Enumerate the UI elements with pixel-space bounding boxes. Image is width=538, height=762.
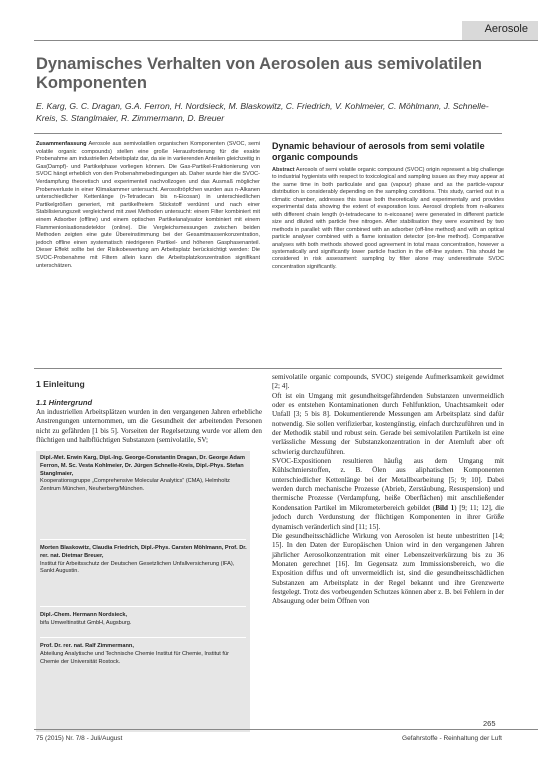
affiliation-names: Dipl.-Met. Erwin Karg, Dipl.-Ing. George-Constantin Dragan, Dr. George Adam Ferron, M. Sc. Vesta Kohlmeier, Dr. Jürgen Schnelle-Kreis, Dipl.-Phys. Stefan Stanglmaier, [40,455,245,477]
article-title: Dynamisches Verhalten von Aerosolen aus semivolatilen Komponenten [36,55,482,92]
affiliation-institution: Institut für Arbeitsschutz der Deutschen Gesetzlichen Unfallversicherung (IFA), Sankt Augustin. [40,560,235,575]
affiliation-institution: Abteilung Analytische und Technische Chemie Institut für Chemie, Institut für Chemie der Universität Rostock. [40,650,229,665]
footer-rule-tab [504,729,538,730]
divider [34,368,502,369]
author-list: E. Karg, G. C. Dragan, G.A. Ferron, H. Nordsieck, M. Blaskowitz, C. Friedrich, V. Kohlmeier, C. Möhlmann, J. Schnelle-Kreis, S. Stanglmaier, R. Zimmermann, D. Breuer [36,101,489,123]
page-number: 265 [483,719,496,728]
affiliation-names: Dipl.-Chem. Hermann Nordsieck, [40,612,128,618]
body-text: SVOC-Expositionen resultieren häufig aus dem Umgang mit Kühlschmierstoffen, z. B. Ölen aus aliphatischen Komponenten unterschiedlicher Kettenlänge bei der Metallbearbeitung [5; 9; 10]. Dabei werden durch mechanische Prozesse (Abrieb, Zerstäubung, Resuspension) und thermische Prozesse (Verdampfung, heiße Oberflächen) mit anschließender Kondensation Partikel im Mikrometerbereich gebildet ( [272,457,504,512]
intro-paragraph: An industriellen Arbeitsplätzen wurden in den vergangenen Jahren erhebliche Anstrengungen unternommen, um die Gesundheit der arbeitenden Personen nicht zu gefährden [1 bis 5]. Vorseiten der Regelsetzung wurde vor allem den flüchtigen und halbflüchtigen Substanzen (semivolatile, SV; [36,408,262,445]
affiliation-names: Morten Blaskowitz, Claudia Friedrich, Dipl.-Phys. Carsten Möhlmann, Prof. Dr. rer. nat. Dietmar Breuer, [40,545,247,559]
section-tab [462,21,538,40]
affiliation-4 [40,643,248,666]
affiliation-institution: Kooperationsgruppe „Comprehensive Molecular Analytics“ (CMA), Helmholtz Zentrum München, Neuherberg/München. [40,478,230,493]
affiliation-divider [40,637,246,638]
journal-name: Gefahrstoffe - Reinhaltung der Luft [402,735,502,742]
body-text: ) [9; 11; 12], die jedoch durch Verdunstung der flüchtigen Komponenten in ihrer Größe dynamisch veränderlich sind [11; 15]. [272,503,504,531]
english-title: Dynamic behaviour of aerosols from semi volatile organic compounds [272,141,485,162]
abstract-label: Abstract [272,167,295,173]
body-column-right [272,373,504,607]
affiliation-3 [40,612,248,628]
header-rule [34,40,538,41]
body-paragraph: Oft ist ein Umgang mit gesundheitsgefährdenden Substanzen unvermeidlich oder es entstehen Kontaminationen durch Fehlfunktion, Unachtsamkeit oder Unfall [3; 5 bis 8]. Dokumentierende Messungen am Arbeitsplatz sind dafür notwendig. Sie sollen verifizierbar, kostengünstig, einfach durchzuführen und in der Methodik stabil und robust sein. Gerade bei semivolatilen Partikeln ist eine verlässliche Messung der Substanzkonzentration in der Atemluft aber oft schwierig durchzuführen. [272,391,504,456]
body-paragraph: semivolatile organic compounds, SVOC) steigende Aufmerksamkeit gewidmet [2; 4]. [272,373,504,391]
zusammenfassung-label: Zusammenfassung [36,141,87,147]
divider [34,133,502,134]
english-abstract [272,167,504,271]
subsection-heading: 1.1 Hintergrund [36,398,93,407]
abstract-text: Aerosols of semi volatile organic compound (SVOC) origin represent a big challenge to industrial hygienists with respect to toxicological and sampling issues as they may appear at the same time in both particulate and gas (vapour) phase and as the particle-vapour distribution is considerably depending on the sampling conditions. This study, carried out in a climatic chamber, addresses this issue both theoretically and experimentally and provides experimental data showing the extent of evaporation loss. Aerosol droplets from n-alkanes with different chain length (n-tetradecane to n-eicosane) were generated in different particle size and diluted with particle free nitrogen. After stabilisation they were examined by two methods in parallel: with filter combined with an adsorber (off-line method) and with an optical particle analyser combined with a flame ionisation detector (on-line method). Comparative analyses with both methods showed good agreement in total mass concentration, however a systematically and significantly lower particle fraction in the off-line system. This should be considered in risk assessment: sampling by filter alone may underestimate SVOC concentration significantly. [272,167,504,270]
footer-rule [34,729,504,730]
body-paragraph: Die gesundheitsschädliche Wirkung von Aerosolen ist heute unbestritten [14; 15]. In den Daten der Europäischen Union wird in den vergangenen Jahren jährlicher Aerosolkonzentration mit einer Lebenszeitverkürzung bis zu 36 Monaten gerechnet [16]. Im Gegensatz zum Immissionsbereich, wo die Exposition diffus und oft unvermeidlich ist, sind die gesundheitsschädlichen Substanzen am Arbeitsplatz in der Regel bekannt und ihre Grenzwerte festgelegt. Trotz des vorbeugenden Schutzes können aber z. B. bei Fehlern in der Absaugung oder beim Öffnen von [272,531,504,606]
zusammenfassung-text: Aerosole aus semivolatilen organischen Komponenten (SVOC, semi volatile organic compounds) stellen eine große Herausforderung für die exakte Probenahme am industriellen Arbeitsplatz dar, da sie in variierenden Anteilen gleichzeitig in Gas(Dampf)- und Partikelphase vorliegen können. Die Gas-Partikel-Fraktionierung von SVOC hängt erheblich von den Probenahmebedingungen ab. Daher wurde hier die SVOC-Verdampfung theoretisch und experimentell nachvollzogen und das Ausmaß möglicher Probenverluste in einer Klimakammer untersucht. Aerosoltröpfchen wurden aus n-Alkanen unterschiedlicher Kettenlänge (n-Tetradecan bis n-Eicosan) in unterschiedlichen Partikelgrößen generiert, mit partikelfreiem Stickstoff verdünnt und nach einer Stabilisierungszeit vergleichend mit zwei Methoden untersucht: einem Filter kombiniert mit einem Adsorber (offline) und einem optischen Partikelanalysator kombiniert mit einem Flammenionisationsdetektor (online). Die Vergleichsmessungen zwischen beiden Methoden zeigten eine gute Übereinstimmung bei der Gesamtmassenkonzentration, jedoch offline einen systematisch niedrigeren Partikel- und höheren Gasphasenanteil. Dieser Effekt sollte bei der Risikobewertung am Arbeitsplatz berücksichtigt werden: Die SVOC-Probenahme mit Filtern allein kann die Arbeitsplatzkonzentration signifikant unterschätzen. [36,141,260,269]
affiliation-2 [40,545,248,576]
section-heading: 1 Einleitung [36,379,85,389]
section-label: Aerosole [484,23,528,35]
affiliation-divider [40,606,246,607]
journal-issue: 75 (2015) Nr. 7/8 - Juli/August [36,735,123,742]
affiliation-institution: bifa Umweltinstitut GmbH, Augsburg. [40,619,132,626]
figure-reference[interactable]: Bild 1 [435,503,455,512]
affiliation-divider [40,539,246,540]
german-abstract [36,141,260,270]
affiliation-1 [40,455,248,494]
affiliation-names: Prof. Dr. rer. nat. Ralf Zimmermann, [40,643,134,649]
author-affiliations-box [36,451,250,732]
body-paragraph [272,457,504,532]
